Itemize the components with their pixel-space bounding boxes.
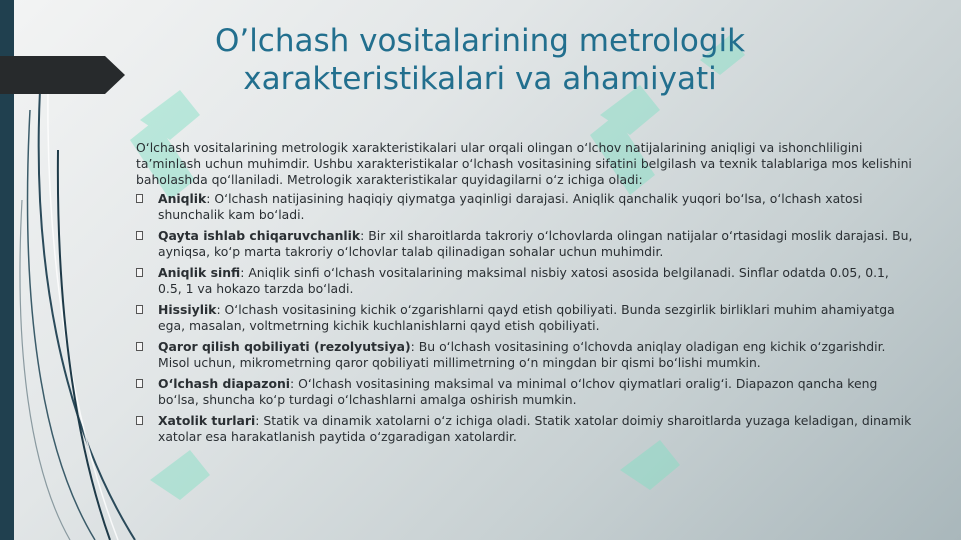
square-bullet-icon	[136, 342, 143, 351]
item-text: : O‘lchash natijasining haqiqiy qiymatga yaqinligi darajasi. Aniqlik qanchalik yuqori bo‘lsa, o‘lchash xatosi shunchalik kam bo‘ladi.	[158, 191, 863, 222]
square-bullet-icon	[136, 231, 143, 240]
list-item	[136, 302, 916, 334]
square-bullet-icon	[136, 416, 143, 425]
slide-title: O’lchash vositalarining metrologik xarakteristikalari va ahamiyati	[214, 23, 746, 97]
item-text: : O‘lchash vositasining maksimal va minimal o‘lchov qiymatlari oralig‘i. Diapazon qancha keng bo‘lsa, shuncha ko‘p turdagi o‘lchashlarni amalga oshirish mumkin.	[158, 376, 878, 407]
list-item	[136, 413, 916, 445]
list-item	[136, 376, 916, 408]
item-term: O‘lchash diapazoni	[158, 376, 291, 391]
list-item	[136, 265, 916, 297]
item-term: Hissiylik	[158, 302, 217, 317]
item-term: Aniqlik	[158, 191, 207, 206]
intro-paragraph: O‘lchash vositalarining metrologik xarakteristikalari ular orqali olingan o‘lchov natijalarining aniqligi va ishonchliligini ta’minlash uchun muhimdir. Ushbu xarakteristikalar o‘lchash vositasining sifatini belgilash va texnik talablariga mos kelishini baholashda qo‘llaniladi. Metrologik xarakteristikalar quyidagilarni o‘z ichiga oladi:	[136, 140, 912, 187]
item-text: : Bir xil sharoitlarda takroriy o‘lchovlarda olingan natijalar o‘rtasidagi moslik darajasi. Bu, ayniqsa, ko‘p marta takroriy o‘lchovlar talab qilinadigan sohalar uchun muhimdir.	[158, 228, 913, 259]
item-term: Xatolik turlari	[158, 413, 256, 428]
list-item	[136, 228, 916, 260]
slide-body	[136, 140, 916, 450]
title-marker-tab	[0, 56, 125, 94]
square-bullet-icon	[136, 268, 143, 277]
item-term: Aniqlik sinfi	[158, 265, 241, 280]
square-bullet-icon	[136, 194, 143, 203]
square-bullet-icon	[136, 305, 143, 314]
item-text: : Bu o‘lchash vositasining o‘lchovda aniqlay oladigan eng kichik o‘zgarishdir. Misol uchun, mikrometrning qaror qobiliyati millimetrning o‘n mingdan bir qismi bo‘lishi mumkin.	[158, 339, 886, 370]
item-text: : Aniqlik sinfi o‘lchash vositalarining maksimal nisbiy xatosi asosida belgilanadi. Sinflar odatda 0.05, 0.1, 0.5, 1 va hokazo tarzda bo‘ladi.	[158, 265, 889, 296]
list-item	[136, 339, 916, 371]
item-term: Qayta ishlab chiqaruvchanlik	[158, 228, 361, 243]
item-term: Qaror qilish qobiliyati (rezolyutsiya)	[158, 339, 411, 354]
square-bullet-icon	[136, 379, 143, 388]
item-text: : Statik va dinamik xatolarni o‘z ichiga oladi. Statik xatolar doimiy sharoitlarda yuzaga keladigan, dinamik xatolar esa harakatlanish paytida o‘zgaradigan xatolardir.	[158, 413, 912, 444]
item-text: : O‘lchash vositasining kichik o‘zgarishlarni qayd etish qobiliyati. Bunda sezgirlik birliklari muhim ahamiyatga ega, masalan, voltmetrning kichik kuchlanishlarni qayd etish qobiliyati.	[158, 302, 895, 333]
list-item	[136, 191, 916, 223]
